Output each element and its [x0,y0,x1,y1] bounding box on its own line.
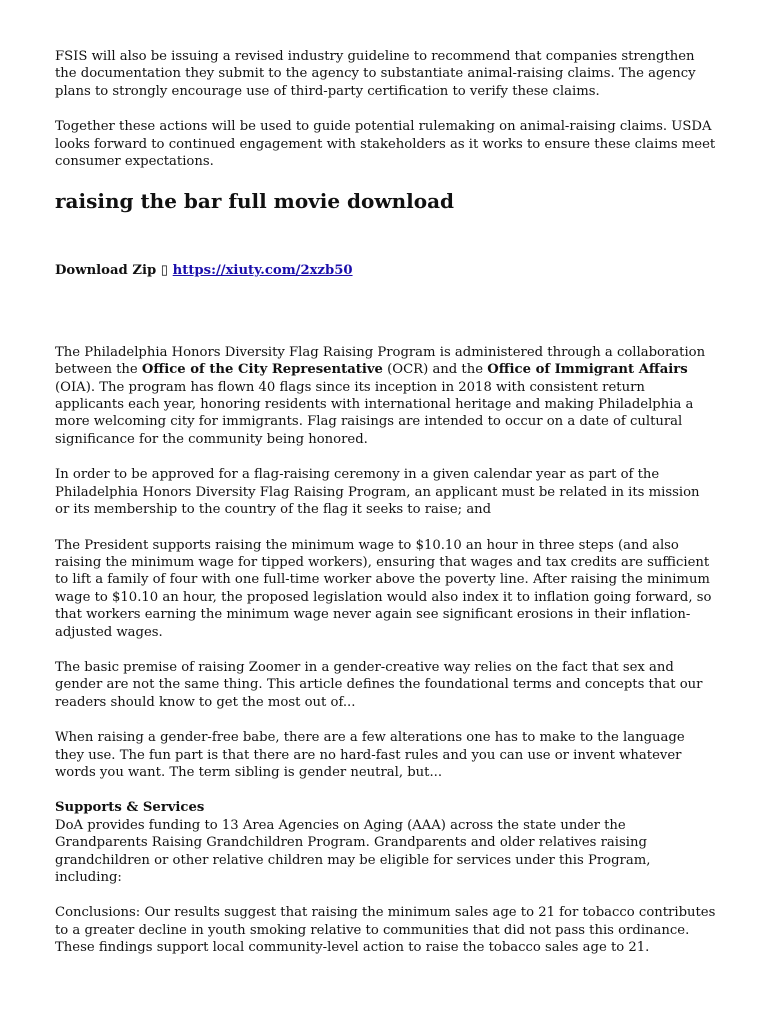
page-heading: raising the bar full movie download [55,189,455,214]
supports-title: Supports & Services [55,800,205,816]
supports-section [55,799,717,886]
supports-body: DoA provides funding to 13 Area Agencies on Aging (AAA) across the state under the Grandparents Raising Grandchildren Program. Grandparents and older relatives raising grandchildren or other relative children may be eligible for services under this Program, including: [55,817,651,885]
zoomer-paragraph: The basic premise of raising Zoomer in a gender-creative way relies on the fact that sex and gender are not the same thing. This article defines the foundational terms and concepts that our readers should know to get the most out of... [55,659,703,710]
spacer [55,280,717,344]
flag-text-part-1: The Philadelphia Honors Diversity Flag Raising Program is administered through a collaboration between the [55,344,706,378]
intro-paragraph-2: Together these actions will be used to guide potential rulemaking on animal-raising claims. USDA looks forward to continued engagement with stakeholders as it works to ensure these claims meet consumer expectations. [55,119,716,170]
missing-glyph-icon: ▯ [160,263,169,279]
approval-paragraph: In order to be approved for a flag-raising ceremony in a given calendar year as part of the Philadelphia Honors Diversity Flag Raising Program, an applicant must be related in its mission or its membership to the country of the flag it seeks to raise; and [55,467,700,518]
intro-paragraph-1: FSIS will also be issuing a revised industry guideline to recommend that companies strengthen the documentation they submit to the agency to substantiate animal-raising claims. The agency plans to strongly encourage use of third-party certification to verify these claims. [55,49,696,99]
oia-bold-text: Office of Immigrant Affairs [487,362,688,378]
document-page [55,48,717,975]
ocr-bold-text: Office of the City Representative [141,362,383,378]
download-label: Download Zip [55,263,157,279]
gender-free-paragraph: When raising a gender-free babe, there are a few alterations one has to make to the language they use. The fun part is that there are no hard-fast rules and you can use or invent whatever words you want. The term sibling is gender neutral, but... [55,730,685,780]
download-link[interactable]: https://xiuty.com/2xzb50 [172,263,353,279]
minimum-wage-paragraph: The President supports raising the minimum wage to $10.10 an hour in three steps (and also raising the minimum wage for tipped workers), ensuring that wages and tax credits are sufficient to lift a family of four with one full-time worker above the poverty line. After raising the minimum wage to $10.10 an hour, the proposed legislation would also index it to inflation going forward, so that workers earning the minimum wage never again see significant erosions in their inflation-adjusted wages. [55,537,712,640]
flag-text-part-2: (OCR) and the [382,362,488,378]
download-line [55,262,717,279]
flag-program-paragraph [55,344,717,448]
conclusions-paragraph: Conclusions: Our results suggest that raising the minimum sales age to 21 for tobacco contributes to a greater decline in youth smoking relative to communities that did not pass this ordinance. These findings support local community-level action to raise the tobacco sales age to 21. [55,905,716,956]
flag-text-part-3: (OIA). The program has flown 40 flags since its inception in 2018 with consistent return applicants each year, honoring residents with international heritage and making Philadelphia a more welcoming city for immigrants. Flag raisings are intended to occur on a date of cultural significance for the community being honored. [55,379,694,447]
